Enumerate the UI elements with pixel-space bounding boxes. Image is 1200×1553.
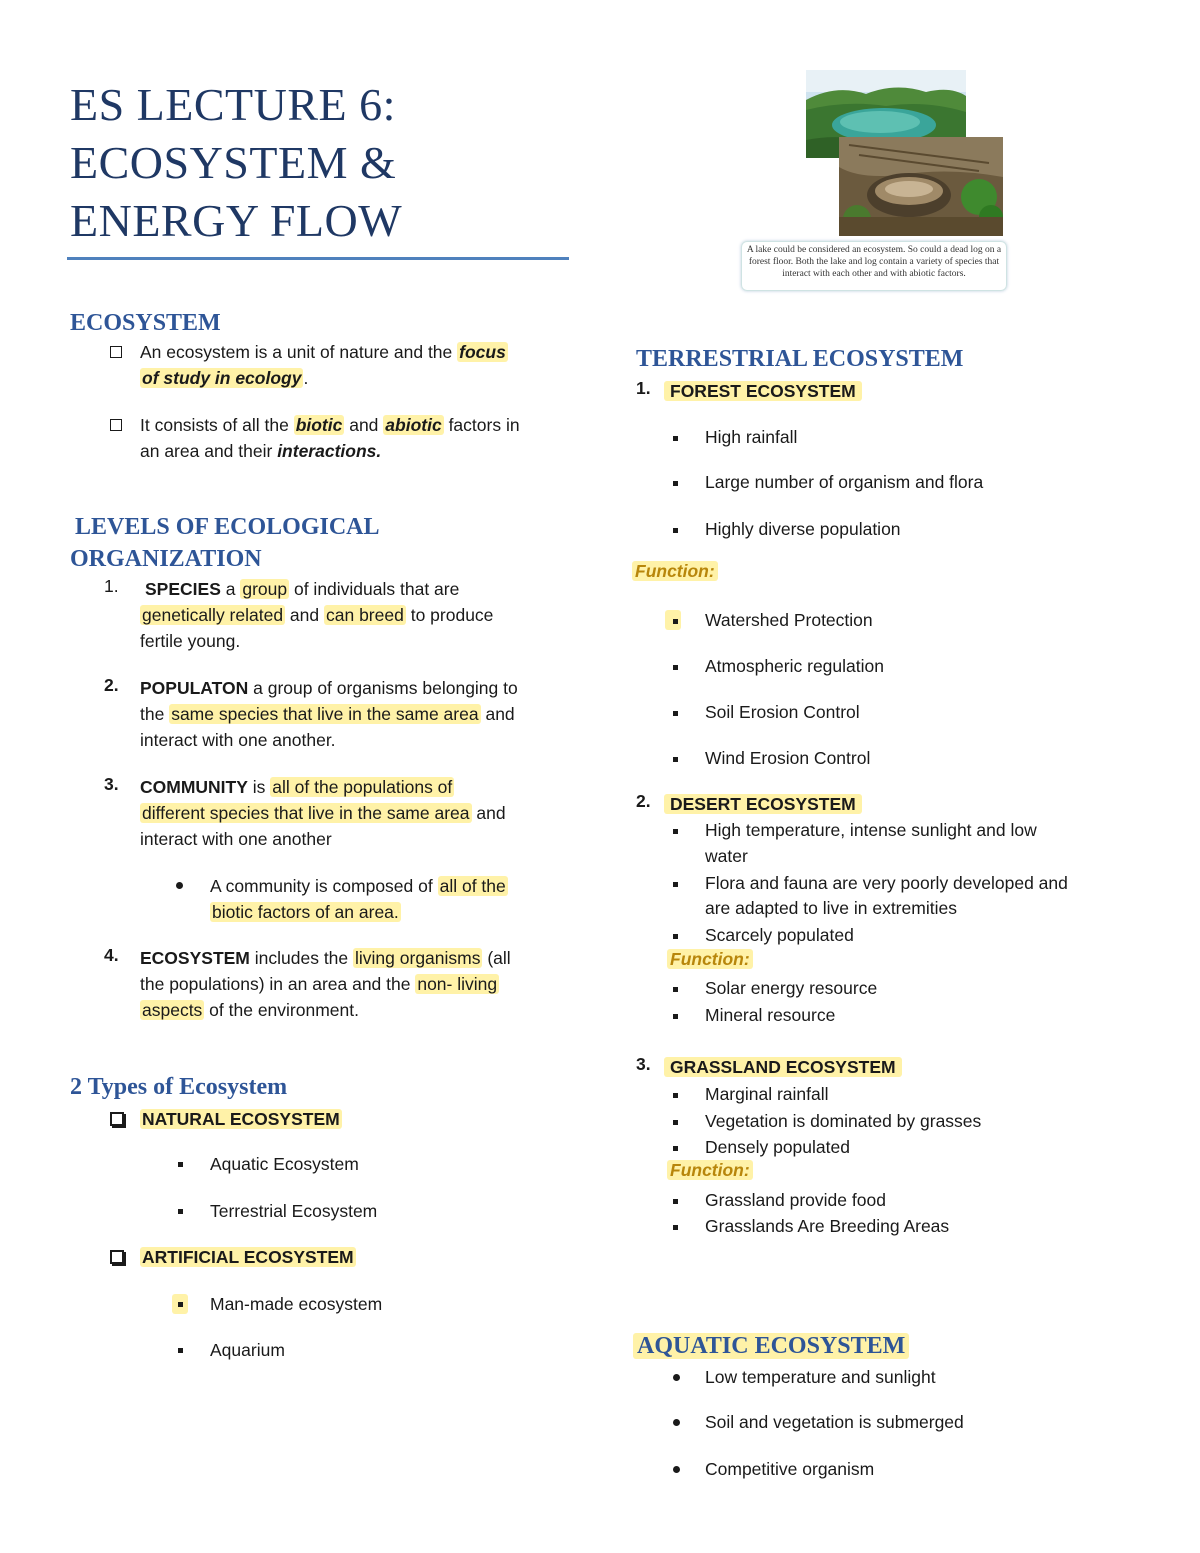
box-bullet [110,419,122,431]
highlight: different species that live in the same area [142,803,470,823]
text: interact with one another. [140,730,336,750]
natural-item: Terrestrial Ecosystem [210,1201,378,1221]
highlight: all of the [439,876,506,896]
bullet [673,665,678,670]
highlight: group [242,579,288,599]
item-number: 4. [104,945,119,965]
text: and [480,704,515,724]
forest-item: High rainfall [705,427,798,447]
bullet [673,528,678,533]
text: the [140,704,170,724]
bullet [673,1199,678,1204]
grassland-item: Densely populated [705,1137,850,1157]
types-heading: 2 Types of Ecosystem [70,1074,288,1100]
ecosystem-heading: ECOSYSTEM [70,310,221,336]
text: factors in [443,415,520,435]
aquatic-heading [633,1333,909,1360]
highlight: can breed [326,605,404,625]
text: interact with one another [140,829,332,849]
term: POPULATON [140,678,249,698]
level-species [140,576,570,654]
forest-function: Wind Erosion Control [705,748,871,768]
bullet [673,1374,680,1381]
text: and [344,415,384,435]
bullet [673,619,678,624]
highlight: genetically related [142,605,284,625]
bullet [673,934,678,939]
levels-heading-2: ORGANIZATION [70,546,262,572]
highlight: abiotic [385,415,442,435]
highlight: Function: [667,949,753,969]
text: fertile young. [140,631,241,651]
forest-function: Watershed Protection [705,610,873,630]
title-line-1: ES LECTURE 6: [70,79,396,130]
text: It consists of all the [140,415,294,435]
bullet [673,711,678,716]
text: of the environment. [204,1000,359,1020]
highlight: biotic factors of an area. [212,902,399,922]
text: a group of organisms belonging to [248,678,518,698]
natural-item: Aquatic Ecosystem [210,1154,359,1174]
bullet [673,436,678,441]
aquatic-item: Soil and vegetation is submerged [705,1412,964,1432]
level-community [140,774,570,852]
item-number: 1. [104,576,119,596]
artificial-ecosystem-label [140,1244,356,1270]
forest-item: Large number of organism and flora [705,472,984,492]
desert-item-cont: water [705,846,748,866]
text: (all [482,948,511,968]
bullet [178,1209,183,1214]
bullet [178,1162,183,1167]
level-population [140,675,570,753]
ecosystem-components [140,412,570,464]
forest-title [664,378,862,404]
aquatic-item: Low temperature and sunlight [705,1367,936,1387]
desert-item-cont: are adapted to live in extremities [705,898,957,918]
term: ECOSYSTEM [140,948,250,968]
dead-log-photo [839,137,1003,236]
text: of individuals that are [289,579,460,599]
desert-title [664,791,862,817]
highlight: same species that live in the same area [171,704,479,724]
grassland-title [664,1054,902,1080]
highlight: GRASSLAND ECOSYSTEM [664,1057,902,1077]
artificial-item: Man-made ecosystem [210,1294,383,1314]
text: the populations) in an area and the [140,974,416,994]
highlight: AQUATIC ECOSYSTEM [633,1333,909,1359]
highlight: focus [459,342,506,362]
bullet [673,1093,678,1098]
levels-heading-1: LEVELS OF ECOLOGICAL [75,514,380,540]
bullet [673,829,678,834]
text: . [303,368,309,388]
highlight: DESERT ECOSYSTEM [664,794,862,814]
bullet [178,1348,183,1353]
text: An ecosystem is a unit of nature and the [140,342,458,362]
text: an area and their [140,441,278,461]
highlight: of study in ecology [142,368,302,388]
item-number: 3. [104,774,119,794]
bullet [673,882,678,887]
highlight: Function: [667,1160,753,1180]
term: SPECIES [145,579,221,599]
title-line-3: ENERGY FLOW [70,195,403,246]
item-number: 2. [636,791,651,811]
text: and [471,803,506,823]
highlight: FOREST ECOSYSTEM [664,381,862,401]
text: interactions. [277,441,382,461]
bullet [673,1225,678,1230]
text: and [285,605,324,625]
title-underline [67,257,569,260]
highlight: ARTIFICIAL ECOSYSTEM [142,1247,354,1267]
grassland-function: Grasslands Are Breeding Areas [705,1216,950,1236]
box-bullet [110,346,122,358]
bullet [673,1466,680,1473]
desert-function: Solar energy resource [705,978,878,998]
highlight: aspects [142,1000,203,1020]
highlight: living organisms [355,948,481,968]
forest-function: Atmospheric regulation [705,656,884,676]
bullet [673,987,678,992]
highlight: Function: [632,561,718,581]
item-number: 2. [104,675,119,695]
item-number: 3. [636,1054,651,1074]
bullet [673,1120,678,1125]
highlight: biotic [295,415,343,435]
checkbox-bullet [110,1112,124,1126]
title-line-2: ECOSYSTEM & [70,137,397,188]
grassland-item: Vegetation is dominated by grasses [705,1111,982,1131]
ecosystem-definition [140,339,570,391]
text: to produce [405,605,494,625]
bullet [178,1302,183,1307]
forest-item: Highly diverse population [705,519,901,539]
desert-item: High temperature, intense sunlight and low [705,820,1037,840]
highlight: NATURAL ECOSYSTEM [142,1109,340,1129]
text: is [247,777,271,797]
level-ecosystem [140,945,570,1023]
desert-item: Scarcely populated [705,925,854,945]
terrestrial-heading: TERRESTRIAL ECOSYSTEM [636,346,964,372]
artificial-item: Aquarium [210,1340,285,1360]
desert-item: Flora and fauna are very poorly developed and [705,873,1068,893]
desert-function-label [667,949,753,970]
bullet [673,757,678,762]
item-number: 1. [636,378,651,398]
highlight: non- living [417,974,498,994]
aquatic-item: Competitive organism [705,1459,875,1479]
bullet [673,1146,678,1151]
desert-function: Mineral resource [705,1005,836,1025]
text: includes the [249,948,354,968]
grassland-function: Grassland provide food [705,1190,886,1210]
bullet [673,481,678,486]
term: COMMUNITY [140,777,248,797]
bullet [673,1419,680,1426]
community-note [210,873,570,925]
bullet [673,1014,678,1019]
figure-caption: A lake could be considered an ecosystem. So could a dead log on a forest floor. Both the lake and log contain a variety of species that interact with each other and with abiotic factors. [741,241,1007,291]
page-title [70,76,402,250]
text: a [220,579,241,599]
bullet [176,882,183,889]
grassland-function-label [667,1160,753,1181]
forest-function: Soil Erosion Control [705,702,860,722]
grassland-item: Marginal rainfall [705,1084,829,1104]
text: A community is composed of [210,876,438,896]
checkbox-bullet [110,1250,124,1264]
highlight: all of the populations of [272,777,453,797]
forest-function-label [632,561,718,582]
natural-ecosystem-label [140,1106,342,1132]
